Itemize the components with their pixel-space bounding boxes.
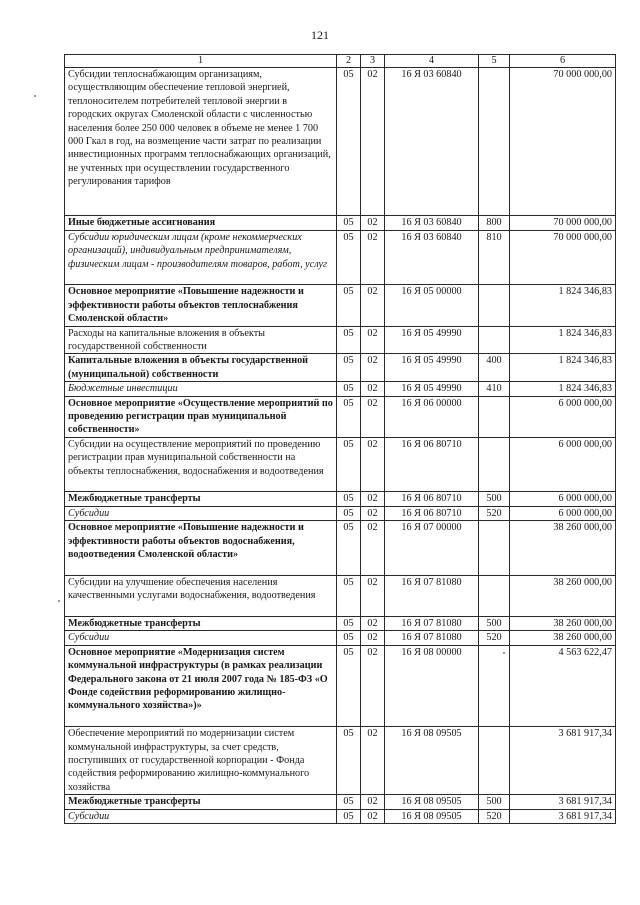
row-target-code: 16 Я 08 09505 [385,809,479,823]
row-name: Обеспечение мероприятий по модернизации систем коммунальной инфраструктуры, за счет средств, поступивших от государственной корпорации - Фонда содействия реформированию жилищно-коммунального хозяйства [65,727,337,795]
row-expense-type: 800 [479,216,510,230]
row-name: Субсидии теплоснабжающим организациям, осуществляющим обеспечение тепловой энергией, теплоносителем потребителей тепловой энергии в городских округах Смоленской области с численностью населения более 250 000 человек в объеме не менее 1 700 000 Гкал в год, на возмещение части затрат по реализации инвестиционных программ теплоснабжающих организаций, не учтенных при осуществлении государственного регулирования тарифов [65,68,337,216]
row-expense-type: 810 [479,230,510,285]
row-target-code: 16 Я 06 80710 [385,437,479,492]
scan-speck [34,95,36,97]
table-row [65,492,616,506]
row-expense-type [479,396,510,437]
row-name: Межбюджетные трансферты [65,617,337,631]
table-row [65,506,616,520]
row-name: Межбюджетные трансферты [65,795,337,809]
row-ministry-code: 05 [337,354,361,382]
row-name: Основное мероприятие «Модернизация систем коммунальной инфраструктуры (в рамках реализации Федерального закона от 21 июля 2007 года № 185-ФЗ «О Фонде содействия реформированию жилищно-коммунального хозяйства»)» [65,645,337,726]
row-target-code: 16 Я 05 49990 [385,326,479,354]
row-target-code: 16 Я 07 81080 [385,617,479,631]
row-section-code: 02 [361,521,385,576]
table-row [65,216,616,230]
row-section-code: 02 [361,396,385,437]
row-ministry-code: 05 [337,68,361,216]
row-ministry-code: 05 [337,506,361,520]
row-ministry-code: 05 [337,326,361,354]
row-name: Межбюджетные трансферты [65,492,337,506]
row-section-code: 02 [361,727,385,795]
row-section-code: 02 [361,285,385,326]
row-section-code: 02 [361,575,385,616]
row-amount: 6 000 000,00 [510,506,616,520]
row-expense-type: 500 [479,492,510,506]
row-target-code: 16 Я 08 09505 [385,727,479,795]
table-row [65,727,616,795]
row-ministry-code: 05 [337,809,361,823]
row-target-code: 16 Я 06 80710 [385,506,479,520]
row-expense-type: 500 [479,617,510,631]
row-amount: 3 681 917,34 [510,727,616,795]
row-ministry-code: 05 [337,795,361,809]
row-amount: 38 260 000,00 [510,617,616,631]
row-amount: 1 824 346,83 [510,382,616,396]
row-amount: 6 000 000,00 [510,396,616,437]
row-ministry-code: 05 [337,285,361,326]
row-section-code: 02 [361,437,385,492]
scan-speck [58,600,60,602]
row-ministry-code: 05 [337,521,361,576]
row-amount: 3 681 917,34 [510,809,616,823]
row-expense-type [479,285,510,326]
row-amount: 1 824 346,83 [510,354,616,382]
row-ministry-code: 05 [337,230,361,285]
header-row [65,55,616,68]
row-section-code: 02 [361,68,385,216]
row-target-code: 16 Я 05 49990 [385,354,479,382]
row-amount: 70 000 000,00 [510,230,616,285]
row-expense-type [479,521,510,576]
row-section-code: 02 [361,645,385,726]
table-row [65,521,616,576]
column-header: 1 [65,55,337,68]
row-expense-type [479,727,510,795]
table-row [65,354,616,382]
row-ministry-code: 05 [337,492,361,506]
column-header: 5 [479,55,510,68]
row-amount: 6 000 000,00 [510,437,616,492]
column-header: 6 [510,55,616,68]
row-section-code: 02 [361,631,385,645]
row-name: Расходы на капитальные вложения в объекты государственной собственности [65,326,337,354]
row-ministry-code: 05 [337,631,361,645]
row-name: Основное мероприятие «Повышение надежности и эффективности работы объектов теплоснабжения Смоленской области» [65,285,337,326]
row-target-code: 16 Я 05 49990 [385,382,479,396]
row-amount: 6 000 000,00 [510,492,616,506]
table-row [65,575,616,616]
column-header: 2 [337,55,361,68]
row-amount: 3 681 917,34 [510,795,616,809]
table-row [65,617,616,631]
row-ministry-code: 05 [337,437,361,492]
row-section-code: 02 [361,216,385,230]
row-section-code: 02 [361,795,385,809]
row-target-code: 16 Я 07 00000 [385,521,479,576]
row-name: Субсидии [65,631,337,645]
row-expense-type: 520 [479,809,510,823]
row-amount: 70 000 000,00 [510,216,616,230]
row-section-code: 02 [361,492,385,506]
table-row [65,382,616,396]
row-name: Иные бюджетные ассигнования [65,216,337,230]
table-row [65,396,616,437]
budget-table [64,54,616,824]
row-expense-type: 410 [479,382,510,396]
row-expense-type [479,645,510,726]
row-amount: 38 260 000,00 [510,631,616,645]
row-ministry-code: 05 [337,645,361,726]
row-name: Капитальные вложения в объекты государственной (муниципальной) собственности [65,354,337,382]
table-row [65,68,616,216]
table-row [65,230,616,285]
table-row [65,285,616,326]
scan-speck [503,652,505,654]
row-ministry-code: 05 [337,727,361,795]
row-ministry-code: 05 [337,216,361,230]
table-row [65,631,616,645]
row-amount: 4 563 622,47 [510,645,616,726]
row-ministry-code: 05 [337,396,361,437]
row-name: Основное мероприятие «Осуществление мероприятий по проведению регистрации прав муниципальной собственности» [65,396,337,437]
row-section-code: 02 [361,617,385,631]
row-target-code: 16 Я 05 00000 [385,285,479,326]
row-amount: 70 000 000,00 [510,68,616,216]
row-name: Субсидии на улучшение обеспечения населения качественными услугами водоснабжения, водоотведения [65,575,337,616]
row-amount: 38 260 000,00 [510,521,616,576]
row-section-code: 02 [361,326,385,354]
column-header: 3 [361,55,385,68]
row-ministry-code: 05 [337,382,361,396]
row-amount: 1 824 346,83 [510,326,616,354]
row-target-code: 16 Я 08 09505 [385,795,479,809]
row-amount: 38 260 000,00 [510,575,616,616]
row-section-code: 02 [361,506,385,520]
row-section-code: 02 [361,809,385,823]
row-expense-type: 400 [479,354,510,382]
row-ministry-code: 05 [337,575,361,616]
row-expense-type: 500 [479,795,510,809]
row-target-code: 16 Я 03 60840 [385,68,479,216]
table-row [65,437,616,492]
page-number: 121 [311,28,329,42]
row-expense-type: 520 [479,631,510,645]
row-target-code: 16 Я 03 60840 [385,230,479,285]
row-target-code: 16 Я 07 81080 [385,631,479,645]
table-row [65,326,616,354]
row-expense-type [479,575,510,616]
row-name: Субсидии юридическим лицам (кроме некоммерческих организаций), индивидуальным предпринимателям, физическим лицам - производителям товаров, работ, услуг [65,230,337,285]
row-name: Основное мероприятие «Повышение надежности и эффективности работы объектов водоснабжения, водоотведения Смоленской области» [65,521,337,576]
table-row [65,795,616,809]
column-header: 4 [385,55,479,68]
row-name: Субсидии на осуществление мероприятий по проведению регистрации прав муниципальной собственности на объекты теплоснабжения, водоснабжения и водоотведения [65,437,337,492]
row-expense-type [479,437,510,492]
row-section-code: 02 [361,230,385,285]
row-target-code: 16 Я 08 00000 [385,645,479,726]
row-target-code: 16 Я 06 80710 [385,492,479,506]
row-ministry-code: 05 [337,617,361,631]
table-row [65,809,616,823]
row-target-code: 16 Я 03 60840 [385,216,479,230]
row-name: Субсидии [65,809,337,823]
table-row [65,645,616,726]
row-target-code: 16 Я 07 81080 [385,575,479,616]
row-expense-type [479,68,510,216]
row-section-code: 02 [361,354,385,382]
row-section-code: 02 [361,382,385,396]
row-expense-type [479,326,510,354]
row-amount: 1 824 346,83 [510,285,616,326]
row-name: Бюджетные инвестиции [65,382,337,396]
row-expense-type: 520 [479,506,510,520]
row-target-code: 16 Я 06 00000 [385,396,479,437]
row-name: Субсидии [65,506,337,520]
